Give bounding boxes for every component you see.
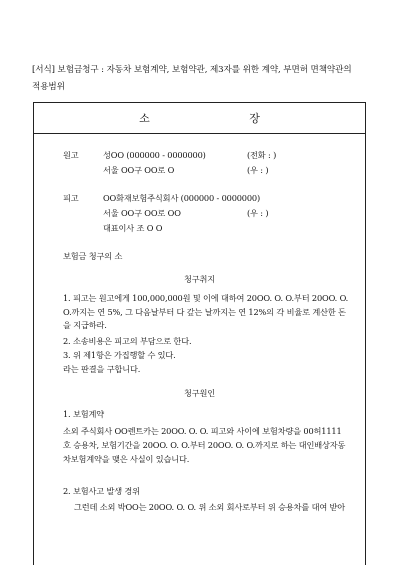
document-title: 소 장 — [34, 103, 365, 134]
claim-heading: 청구취지 — [183, 274, 216, 284]
plaintiff-zip: (우 : ) — [247, 165, 269, 175]
plaintiff-address: 서울 OO구 OO로 O — [103, 165, 175, 175]
defendant-label: 피고 — [63, 193, 79, 203]
plaintiff-name: 성OO (000000 - 0000000) — [103, 150, 206, 160]
claim-item-3: 3. 위 제1항은 가집행할 수 있다. — [63, 350, 176, 360]
case-name: 보험금 청구의 소 — [63, 251, 123, 261]
defendant-address: 서울 OO구 OO로 OO — [103, 208, 181, 218]
cause-2-title: 2. 보험사고 발생 경위 — [63, 486, 140, 496]
claim-item-1: 1. 피고는 원고에게 100,000,000원 및 이에 대하여 20OO. O. O.부터 20OO. O. O.까지는 연 5%, 그 다음날부터 다 갚는 날까지는 연 12%의 각 비율로 계산한 돈을 지급하라. — [63, 293, 349, 330]
plaintiff-label: 원고 — [63, 150, 79, 160]
cause-2-body: 그런데 소외 박OO는 20OO. O. O. 위 소외 회사로부터 위 승용차를 대여 받아 — [74, 502, 346, 512]
cause-1-body: 소외 주식회사 OO렌트카는 20OO. O. O. 피고와 사이에 보험차량을 00허1111호 승용차, 보험기간을 20OO. O. O.부터 20OO. O. O.까지로 하는 대인배상자동차보험계약을 맺은 사실이 있습니다. — [63, 426, 346, 464]
cause-1-title: 1. 보험계약 — [63, 409, 105, 419]
defendant-representative: 대표이사 조 O O — [103, 223, 163, 233]
claim-item-2: 2. 소송비용은 피고의 부담으로 한다. — [63, 336, 192, 346]
complaint-document — [33, 102, 366, 565]
plaintiff-phone: (전화 : ) — [247, 150, 277, 160]
defendant-name: OO화재보험주식회사 (000000 - 0000000) — [103, 193, 261, 203]
claim-closing: 라는 판결을 구합니다. — [63, 364, 141, 374]
cause-heading: 청구원인 — [183, 388, 216, 398]
form-caption: [서식] 보험금청구 : 자동차 보험계약, 보험약관, 제3자를 위한 계약, 부면허 면책약관의 적용범위 — [32, 65, 352, 92]
defendant-zip: (우 : ) — [247, 208, 269, 218]
